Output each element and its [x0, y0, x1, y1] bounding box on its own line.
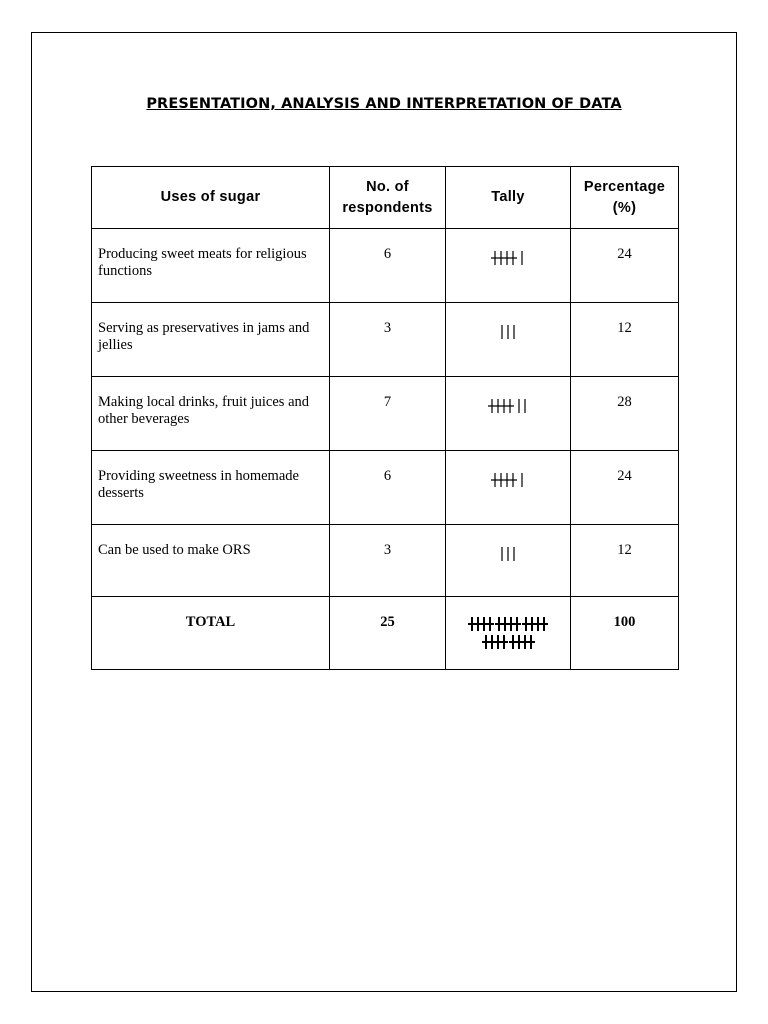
use-cell: Making local drinks, fruit juices and other beverages: [92, 377, 330, 451]
header-uses: Uses of sugar: [92, 167, 330, 229]
use-cell: Serving as preservatives in jams and jellies: [92, 303, 330, 377]
tally-line: [498, 323, 518, 341]
total-respondents: 25: [330, 597, 446, 670]
data-table: [91, 166, 679, 670]
table-row: [92, 229, 679, 303]
total-row: [92, 597, 679, 670]
header-tally: Tally: [446, 167, 571, 229]
tally-marks: [446, 323, 570, 341]
tally-marks: [446, 545, 570, 563]
percentage-cell: 28: [571, 377, 679, 451]
tally-line: [468, 615, 548, 633]
table-row: [92, 303, 679, 377]
respondents-cell: 3: [330, 303, 446, 377]
percentage-cell: 12: [571, 525, 679, 597]
table-row: [92, 451, 679, 525]
respondents-cell: 7: [330, 377, 446, 451]
total-tally-marks: [446, 615, 570, 651]
percentage-cell: 12: [571, 303, 679, 377]
total-tally-cell: [446, 597, 571, 670]
respondents-cell: 3: [330, 525, 446, 597]
tally-marks: [446, 249, 570, 267]
header-respondents: No. of respondents: [330, 167, 446, 229]
percentage-cell: 24: [571, 451, 679, 525]
use-cell: Producing sweet meats for religious functions: [92, 229, 330, 303]
tally-line: [498, 545, 518, 563]
tally-line: [488, 397, 529, 415]
total-percentage: 100: [571, 597, 679, 670]
tally-line: [491, 471, 526, 489]
use-cell: Can be used to make ORS: [92, 525, 330, 597]
table-row: [92, 525, 679, 597]
respondents-cell: 6: [330, 451, 446, 525]
tally-cell: [446, 525, 571, 597]
table-row: [92, 377, 679, 451]
tally-line: [491, 249, 526, 267]
header-percentage: Percentage (%): [571, 167, 679, 229]
total-label: TOTAL: [92, 597, 330, 670]
tally-cell: [446, 377, 571, 451]
tally-cell: [446, 303, 571, 377]
tally-cell: [446, 451, 571, 525]
tally-marks: [446, 471, 570, 489]
tally-cell: [446, 229, 571, 303]
respondents-cell: 6: [330, 229, 446, 303]
tally-marks: [446, 397, 570, 415]
use-cell: Providing sweetness in homemade desserts: [92, 451, 330, 525]
header-row: [92, 167, 679, 229]
percentage-cell: 24: [571, 229, 679, 303]
document-title: PRESENTATION, ANALYSIS AND INTERPRETATION OF DATA: [146, 96, 622, 112]
tally-line: [482, 633, 535, 651]
